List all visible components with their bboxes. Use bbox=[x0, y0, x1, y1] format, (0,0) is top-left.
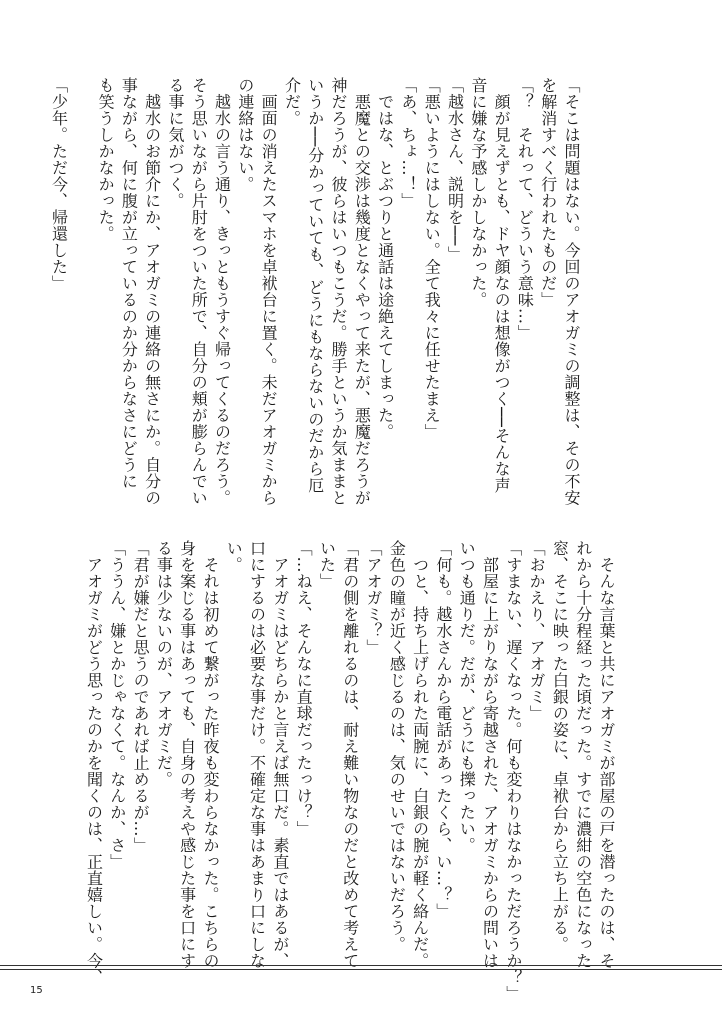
text-line: 越水のお節介にか、アオガミの連絡の無さにか。自分の bbox=[142, 77, 162, 506]
text-line: る事は少ないのが、アオガミだ。 bbox=[154, 540, 174, 788]
text-line: 「アオガミ？」 bbox=[364, 540, 384, 656]
footer-rule-bottom bbox=[0, 969, 722, 970]
text-line: 「何も。越水さんから電話があったくら、い…？」 bbox=[433, 540, 453, 920]
text-line: 「…ねえ、そんなに直球だったっけ？」 bbox=[294, 540, 314, 837]
text-line: る事に気がつく。 bbox=[165, 77, 185, 209]
text-line: 「君の側を離れるのは、耐え難い物なのだと改めて考えて bbox=[340, 540, 360, 969]
text-line: そんな言葉と共にアオガミが部屋の戸を潜ったのは、そ bbox=[597, 540, 616, 969]
text-line: 画面の消えたスマホを卓袱台に置く。未だアオガミから bbox=[259, 77, 279, 506]
text-line: 部屋に上がりながら寄越された、アオガミからの問いは bbox=[480, 540, 500, 969]
text-line: 「すまない、遅くなった。何も変わりはなかっただろうか？」 bbox=[503, 540, 523, 1002]
text-line: つと、持ち上げられた両腕に、白銀の腕が軽く絡んだ。 bbox=[410, 540, 430, 969]
text-line: 「そこは問題はない。今回のアオガミの調整は、その不安 bbox=[562, 77, 581, 506]
footer-rule-top bbox=[0, 965, 722, 966]
text-line: い。 bbox=[224, 540, 244, 573]
text-line: 窓、そこに映った白銀の姿に、卓袱台から立ち上がる。 bbox=[550, 540, 570, 953]
text-line: いうか──分かっていても、どうにもならないのだから厄 bbox=[305, 77, 325, 494]
text-line: 「少年。ただ今、帰還した」 bbox=[49, 77, 69, 292]
text-line: 「越水さん、説明を──」 bbox=[445, 77, 465, 263]
lower-text-block bbox=[82, 540, 618, 1002]
text-line: 音に嫌な予感しかしなかった。 bbox=[468, 77, 488, 308]
text-line: 悪魔との交渉は幾度となくやって来たが、悪魔だろうが bbox=[352, 77, 372, 506]
text-line: の連絡はない。 bbox=[235, 77, 255, 193]
text-line: 「ううん、嫌とかじゃなくて。なんか、さ」 bbox=[107, 540, 127, 870]
text-line: そう思いながら片肘をついた所で、自分の頬が膨らんでい bbox=[189, 77, 209, 506]
upper-text-block bbox=[47, 77, 583, 506]
text-line: ではな、とぶつりと通話は途絶えてしまった。 bbox=[375, 77, 395, 440]
text-line: 「おかえり、アオガミ」 bbox=[527, 540, 547, 722]
text-line: 越水の言う通り、きっともうすぐ帰ってくるのだろう。 bbox=[212, 77, 232, 506]
text-line: 「？ それって、どういう意味…」 bbox=[515, 77, 535, 341]
text-line: 介だ。 bbox=[282, 77, 302, 127]
text-line bbox=[70, 77, 93, 492]
text-line: 身を案じる事はあっても、自身の考えや感じた事を口にす bbox=[177, 540, 197, 969]
text-line: 顔が見えずとも、ドヤ顔なのは想像がつく──そんな声 bbox=[492, 77, 512, 494]
text-line: 事ながら、何に腹が立っているのか分からなさにどうに bbox=[119, 77, 139, 490]
text-line: それは初めて繋がった昨夜も変わらなかった。こちらの bbox=[200, 540, 220, 969]
text-line: を解消すべく行われたものだ」 bbox=[538, 77, 558, 308]
text-line: 「あ、ちょ…！」 bbox=[398, 77, 418, 209]
text-line: 神だろうが、彼らはいつもこうだ。勝手というか気ままと bbox=[329, 77, 349, 506]
text-line: 「悪いようにはしない。全て我々に任せたまえ」 bbox=[422, 77, 442, 440]
text-line: も笑うしかなかった。 bbox=[96, 77, 116, 242]
text-line: 「君が嫌だと思うのであれば止めるが…」 bbox=[131, 540, 151, 854]
text-line: れから十分程経った頃だった。すでに濃紺の空色になった bbox=[573, 540, 593, 969]
page-number: 15 bbox=[30, 985, 43, 996]
text-line: いつも通りだ。だが、どうにも擽ったい。 bbox=[457, 540, 477, 854]
text-line: アオガミはどちらかと言えば無口だ。素直ではあるが、 bbox=[270, 540, 290, 969]
text-line: アオガミがどう思ったのかを聞くのは、正直嬉しい。今、 bbox=[84, 540, 104, 986]
text-line: 口にするのは必要な事だけ。不確定な事はあまり口にしな bbox=[247, 540, 267, 969]
text-line: 金色の瞳が近く感じるのは、気のせいではないだろう。 bbox=[387, 540, 407, 953]
text-line: いた」 bbox=[317, 540, 337, 590]
